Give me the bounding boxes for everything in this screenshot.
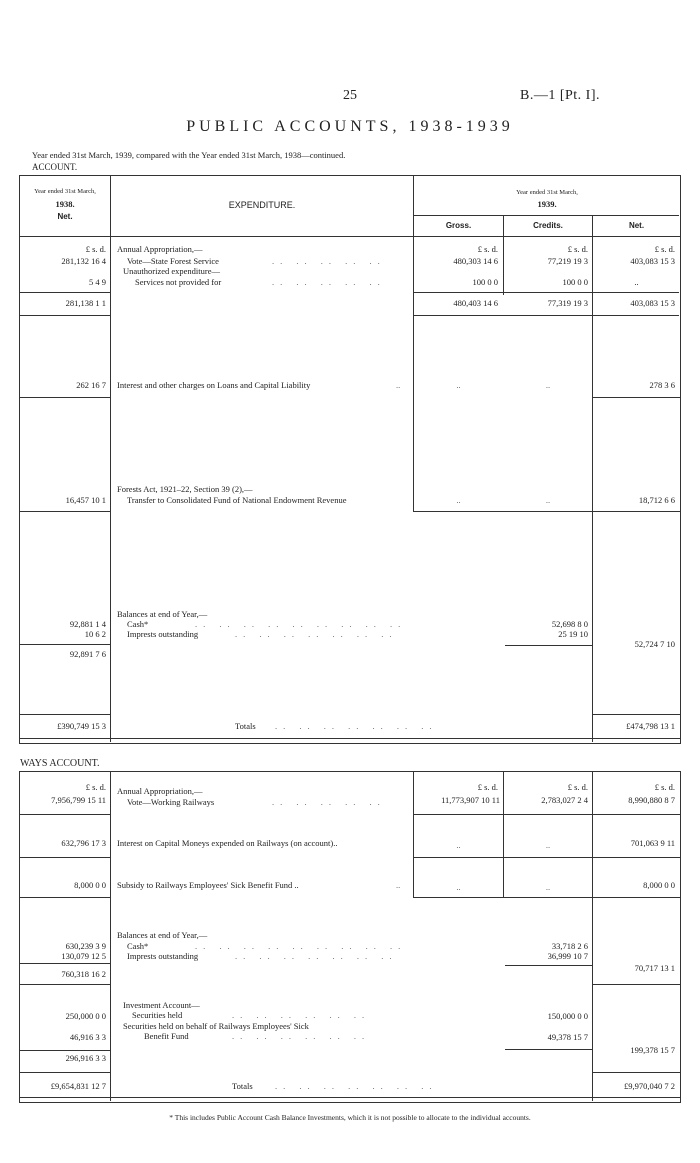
- row-rule: [19, 397, 111, 398]
- subtotal-gross: 480,403 14 6: [453, 298, 498, 308]
- prev-value: 281,132 16 4: [61, 256, 106, 266]
- currency-header: £ s. d.: [85, 782, 106, 792]
- subtotal-net: 403,083 15 3: [630, 298, 675, 308]
- row-label: Cash*: [127, 941, 149, 951]
- leader-dots: .. .. .. .. .. .. ..: [235, 951, 398, 961]
- gross-value: ..: [456, 882, 461, 892]
- prev-value: 632,796 17 3: [61, 838, 106, 848]
- leader-dots: .. .. .. .. .. .. .. .. ..: [195, 941, 407, 951]
- total-rule: [592, 714, 680, 715]
- leader-dots: .. .. .. .. .. .. ..: [275, 1081, 438, 1091]
- leader-dots: .. .. .. .. .. .. .. .. ..: [195, 619, 407, 629]
- credits-value: 2,783,027 2 4: [541, 795, 588, 805]
- gross-value: 100 0 0: [472, 277, 498, 287]
- net-header: Net.: [57, 212, 73, 221]
- row-rule: [19, 315, 111, 316]
- leader-dots: .. .. .. .. ..: [272, 277, 386, 287]
- total-net: £474,798 13 1: [626, 721, 675, 731]
- net-value: 8,000 0 0: [643, 880, 675, 890]
- prev-value: 250,000 0 0: [65, 1011, 106, 1021]
- net-header: Net.: [628, 221, 645, 230]
- net-value: 278 3 6: [649, 380, 675, 390]
- gross-value: ..: [456, 840, 461, 850]
- double-rule: [19, 1097, 680, 1098]
- credits-value: 150,000 0 0: [547, 1011, 588, 1021]
- row-rule: [592, 984, 680, 985]
- row-label: Imprests outstanding: [127, 951, 199, 961]
- row-label: Transfer to Consolidated Fund of National Endowment Revenue: [127, 495, 347, 505]
- gross-value: 11,773,907 10 11: [441, 795, 500, 805]
- prev-value: 262 16 7: [76, 380, 106, 390]
- page-reference: B.—1 [Pt. I].: [520, 88, 600, 103]
- total-rule: [19, 714, 111, 715]
- leader-dots: .. .. .. .. .. .. ..: [275, 721, 438, 731]
- row-rule: [19, 511, 111, 512]
- header-divider: [413, 215, 679, 216]
- currency-header: £ s. d.: [654, 782, 675, 792]
- row-rule: [413, 814, 680, 815]
- leader-dots: .. .. .. .. .. ..: [232, 1010, 371, 1020]
- subtotal-rule: [19, 1050, 111, 1051]
- row-label: Securities held on behalf of Railways Employees' Sick: [123, 1021, 309, 1031]
- row-label: Balances at end of Year,—: [117, 609, 208, 619]
- gross-header: Gross.: [445, 221, 472, 230]
- credits-value: 49,378 15 7: [547, 1032, 588, 1042]
- currency-header: £ s. d.: [477, 782, 498, 792]
- subtotal-prev: 92,891 7 6: [69, 649, 106, 659]
- row-rule: [19, 814, 111, 815]
- leader-dots: .. .. .. .. .. .. ..: [235, 629, 398, 639]
- page-subtitle: Year ended 31st March, 1939, compared with the Year ended 31st March, 1938—continued.: [32, 150, 346, 160]
- subtotal-rule: [505, 965, 592, 966]
- double-rule: [19, 738, 680, 739]
- leader-dots: .. .. .. .. ..: [272, 797, 386, 807]
- row-label: Forests Act, 1921–22, Section 39 (2),—: [117, 484, 253, 494]
- year-1938-header: Year ended 31st March,: [34, 188, 96, 195]
- net-value: 403,083 15 3: [630, 256, 675, 266]
- currency-header: £ s. d.: [567, 782, 588, 792]
- page-title: PUBLIC ACCOUNTS, 1938-1939: [186, 118, 514, 135]
- prev-value: 5 4 9: [89, 277, 106, 287]
- row-label: Balances at end of Year,—: [117, 930, 208, 940]
- credits-value: 33,718 2 6: [551, 941, 588, 951]
- subtotal-rule: [19, 292, 111, 293]
- subtotal-rule: [505, 1049, 592, 1050]
- credits-value: 77,219 19 3: [547, 256, 588, 266]
- credits-value: 100 0 0: [562, 277, 588, 287]
- row-rule: [413, 315, 679, 316]
- prev-value: 7,956,799 15 11: [51, 795, 106, 805]
- year-1938-value: 1938.: [55, 199, 75, 209]
- total-prev: £9,654,831 12 7: [50, 1081, 106, 1091]
- row-label: Imprests outstanding: [127, 629, 199, 639]
- subtotal-credits: 77,319 19 3: [547, 298, 588, 308]
- subtotal-rule: [19, 963, 111, 964]
- row-label: Interest on Capital Moneys expended on Railways (on account)..: [117, 838, 338, 848]
- leader-dots: .. .. .. .. .. ..: [232, 1031, 371, 1041]
- currency-header: £ s. d.: [477, 244, 498, 254]
- gross-value: ..: [456, 495, 461, 505]
- credits-value: 25 19 10: [558, 629, 588, 639]
- subtotal-rule: [505, 645, 592, 646]
- currency-header: £ s. d.: [654, 244, 675, 254]
- subtotal-rule: [413, 292, 679, 293]
- row-label: Securities held: [132, 1010, 183, 1020]
- prev-value: 130,079 12 5: [61, 951, 106, 961]
- prev-value: 16,457 10 1: [65, 495, 106, 505]
- net-value: 18,712 6 6: [638, 495, 675, 505]
- row-label: Vote—Working Railways: [127, 797, 215, 807]
- subtotal-prev: 760,318 16 2: [61, 969, 106, 979]
- total-rule: [592, 1072, 680, 1073]
- row-label: Annual Appropriation,—: [117, 786, 203, 796]
- row-label: Unauthorized expenditure—: [123, 266, 221, 276]
- prev-value: 10 6 2: [84, 629, 106, 639]
- credits-value: ..: [545, 380, 551, 390]
- page-number: 25: [343, 88, 357, 103]
- credits-value: ..: [545, 495, 551, 505]
- row-rule: [413, 511, 680, 512]
- credits-value: 52,698 8 0: [551, 619, 588, 629]
- leader-dots: ..: [396, 880, 401, 890]
- total-prev: £390,749 15 3: [57, 721, 106, 731]
- row-label: Services not provided for: [135, 277, 222, 287]
- row-label: Investment Account—: [123, 1000, 200, 1010]
- gross-value: ..: [456, 380, 461, 390]
- prev-value: 46,916 3 3: [69, 1032, 106, 1042]
- row-label: Annual Appropriation,—: [117, 244, 203, 254]
- row-rule: [19, 984, 111, 985]
- row-rule: [19, 897, 111, 898]
- row-label: Vote—State Forest Service: [127, 256, 219, 266]
- credits-value: ..: [545, 840, 551, 850]
- subtotal-prev: 296,916 3 3: [65, 1053, 106, 1063]
- row-rule: [592, 397, 680, 398]
- subtotal-prev: 281,138 1 1: [65, 298, 106, 308]
- column-divider: [110, 175, 111, 742]
- prev-value: 630,239 3 9: [65, 941, 106, 951]
- subtotal-rule: [19, 644, 111, 645]
- row-rule: [413, 897, 680, 898]
- prev-value: 92,881 1 4: [69, 619, 106, 629]
- total-rule: [19, 1072, 111, 1073]
- row-label: Cash*: [127, 619, 149, 629]
- net-value: 52,724 7 10: [634, 639, 675, 649]
- net-value: 70,717 13 1: [634, 963, 675, 973]
- row-label: Subsidy to Railways Employees' Sick Benefit Fund ..: [117, 880, 299, 890]
- leader-dots: ..: [396, 380, 401, 390]
- prev-value: 8,000 0 0: [74, 880, 106, 890]
- year-1939-header: Year ended 31st March,: [516, 189, 578, 196]
- expenditure-header: EXPENDITURE.: [228, 200, 296, 210]
- credits-value: ..: [545, 882, 551, 892]
- column-divider: [592, 215, 593, 742]
- row-rule: [19, 857, 111, 858]
- year-1939-value: 1939.: [537, 199, 557, 209]
- net-value: 8,990,880 8 7: [628, 795, 675, 805]
- leader-dots: .. .. .. .. ..: [272, 256, 386, 266]
- totals-label: Totals: [232, 1081, 253, 1091]
- net-value: 701,063 9 11: [630, 838, 675, 848]
- credits-value: 36,999 10 7: [547, 951, 588, 961]
- section-title-ways-account: WAYS ACCOUNT.: [20, 758, 100, 769]
- row-label: Benefit Fund: [144, 1031, 189, 1041]
- section-title-account: ACCOUNT.: [32, 162, 78, 172]
- totals-label: Totals: [235, 721, 256, 731]
- row-rule: [413, 857, 680, 858]
- net-value: 199,378 15 7: [630, 1045, 675, 1055]
- header-divider: [19, 236, 680, 237]
- currency-header: £ s. d.: [567, 244, 588, 254]
- footnote: * This includes Public Account Cash Balance Investments, which it is not possible to allocate to the individual accounts.: [169, 1113, 531, 1122]
- gross-value: 480,303 14 6: [453, 256, 498, 266]
- net-value: ..: [634, 277, 639, 287]
- credits-header: Credits.: [533, 221, 563, 230]
- currency-header: £ s. d.: [85, 244, 106, 254]
- total-net: £9,970,040 7 2: [624, 1081, 675, 1091]
- row-label: Interest and other charges on Loans and Capital Liability: [117, 380, 311, 390]
- column-divider: [110, 771, 111, 1101]
